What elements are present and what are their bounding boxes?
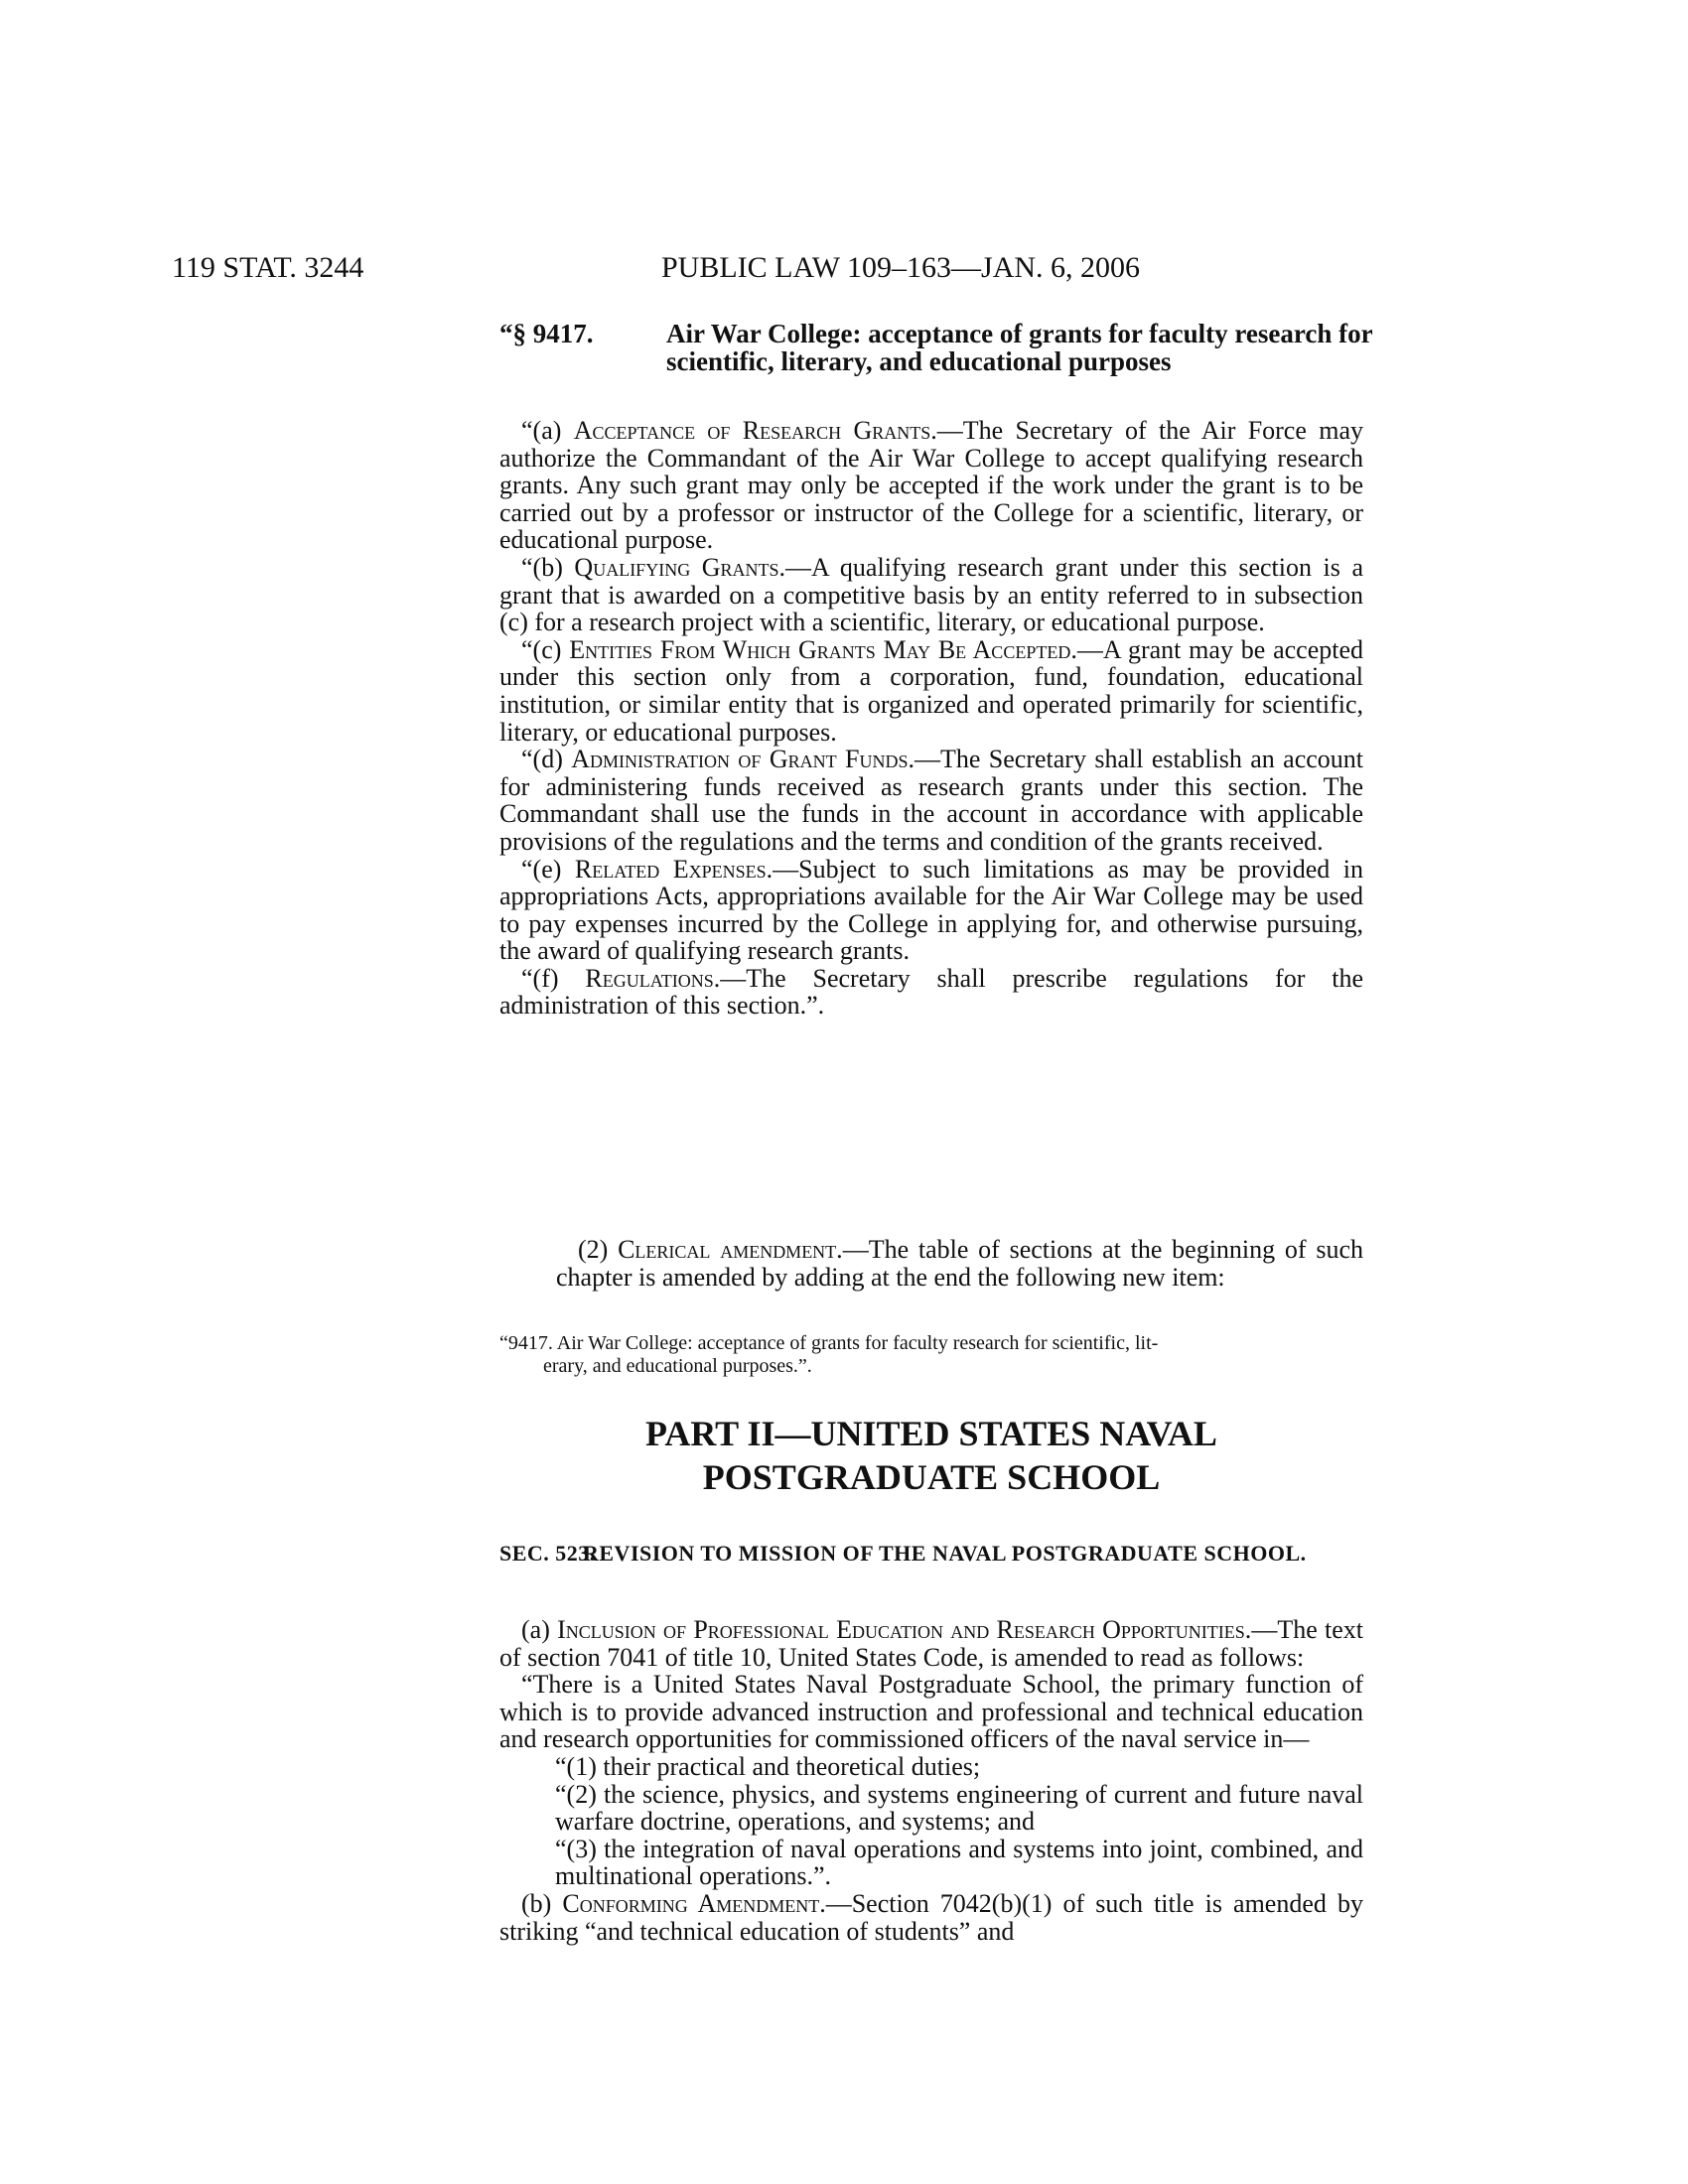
stat-reference: 119 STAT. 3244 xyxy=(172,251,364,284)
running-head xyxy=(172,248,1363,288)
public-law-reference: PUBLIC LAW 109–163—JAN. 6, 2006 xyxy=(661,251,1141,284)
section-9417-body xyxy=(499,417,1363,1020)
part-heading-line-2: POSTGRADUATE SCHOOL xyxy=(702,1457,1161,1497)
section-number: “§ 9417. xyxy=(499,319,594,348)
part-ii-heading xyxy=(499,1412,1363,1499)
section-523-paragraph-b: (b) Conforming Amendment.—Section 7042(b)(1) of such title is amended by striking “and technical education of students” and xyxy=(499,1888,1363,1946)
part-heading-line-1: PART II—UNITED STATES NAVAL xyxy=(645,1414,1217,1453)
toc-line-2: erary, and educational purposes.”. xyxy=(543,1355,812,1377)
mission-item-1: “(1) their practical and theoretical duties; xyxy=(555,1751,981,1781)
mission-item-3: “(3) the integration of naval operations and systems into joint, combined, and multinational operations.”. xyxy=(555,1834,1363,1891)
clerical-amendment: (2) Clerical amendment.—The table of sections at the beginning of such chapter is amended by adding at the end the following new item: xyxy=(556,1235,1364,1292)
section-523-paragraph-a: (a) Inclusion of Professional Education and Research Opportunities.—The text of section 7041 of title 10, United States Code, is amended to read as follows: xyxy=(499,1615,1363,1672)
mission-item-2: “(2) the science, physics, and systems engineering of current and future naval warfare doctrine, operations, and systems; and xyxy=(555,1779,1363,1837)
paragraph-b: “(b) Qualifying Grants.—A qualifying research grant under this section is a grant that is awarded on a competitive basis by an entity referred to in subsection (c) for a research project with a scientific, literary, or educational purpose. xyxy=(499,552,1363,637)
section-523-title: REVISION TO MISSION OF THE NAVAL POSTGRADUATE SCHOOL. xyxy=(583,1541,1307,1566)
paragraph-a: “(a) Acceptance of Research Grants.—The Secretary of the Air Force may authorize the Commandant of the Air War College to accept qualifying research grants. Any such grant may only be accepted if the work under the grant is to be carried out by a professor or instructor of the College for a scientific, literary, or educational purpose. xyxy=(499,416,1363,555)
table-of-sections-item xyxy=(499,1332,1363,1378)
paragraph-c: “(c) Entities From Which Grants May Be Accepted.—A grant may be accepted under this section only from a corporation, fund, foundation, educational institution, or similar entity that is organized and operated primarily for scientific, literary, or educational purposes. xyxy=(499,634,1364,747)
paragraph-e: “(e) Related Expenses.—Subject to such limitations as may be provided in appropriations Acts, appropriations available for the Air War College may be used to pay expenses incurred by the College in applying for, and otherwise pursuing, the award of qualifying research grants. xyxy=(499,854,1363,966)
quoted-mission-intro: “There is a United States Naval Postgraduate School, the primary function of which is to provide advanced instruction and professional and technical education and research opportunities for commissioned officers of the naval service in— xyxy=(499,1670,1363,1754)
section-523-body xyxy=(499,1616,1363,1945)
section-523-number: SEC. 523. xyxy=(499,1541,596,1566)
paragraph-d: “(d) Administration of Grant Funds.—The Secretary shall establish an account for administering funds received as research grants under this section. The Commandant shall use the funds in the account in accordance with applicable provisions of the regulations and the terms and condition of the grants received. xyxy=(499,745,1364,856)
toc-line-1: “9417. Air War College: acceptance of grants for faculty research for scientific, lit- xyxy=(499,1332,1159,1354)
section-title: Air War College: acceptance of grants for faculty research for scientific, literary, and educational purposes xyxy=(666,319,1373,376)
paragraph-f: “(f) Regulations.—The Secretary shall prescribe regulations for the administration of this section.”. xyxy=(499,963,1364,1021)
section-523-heading xyxy=(499,1541,1363,1567)
section-9417-heading xyxy=(499,320,1373,375)
